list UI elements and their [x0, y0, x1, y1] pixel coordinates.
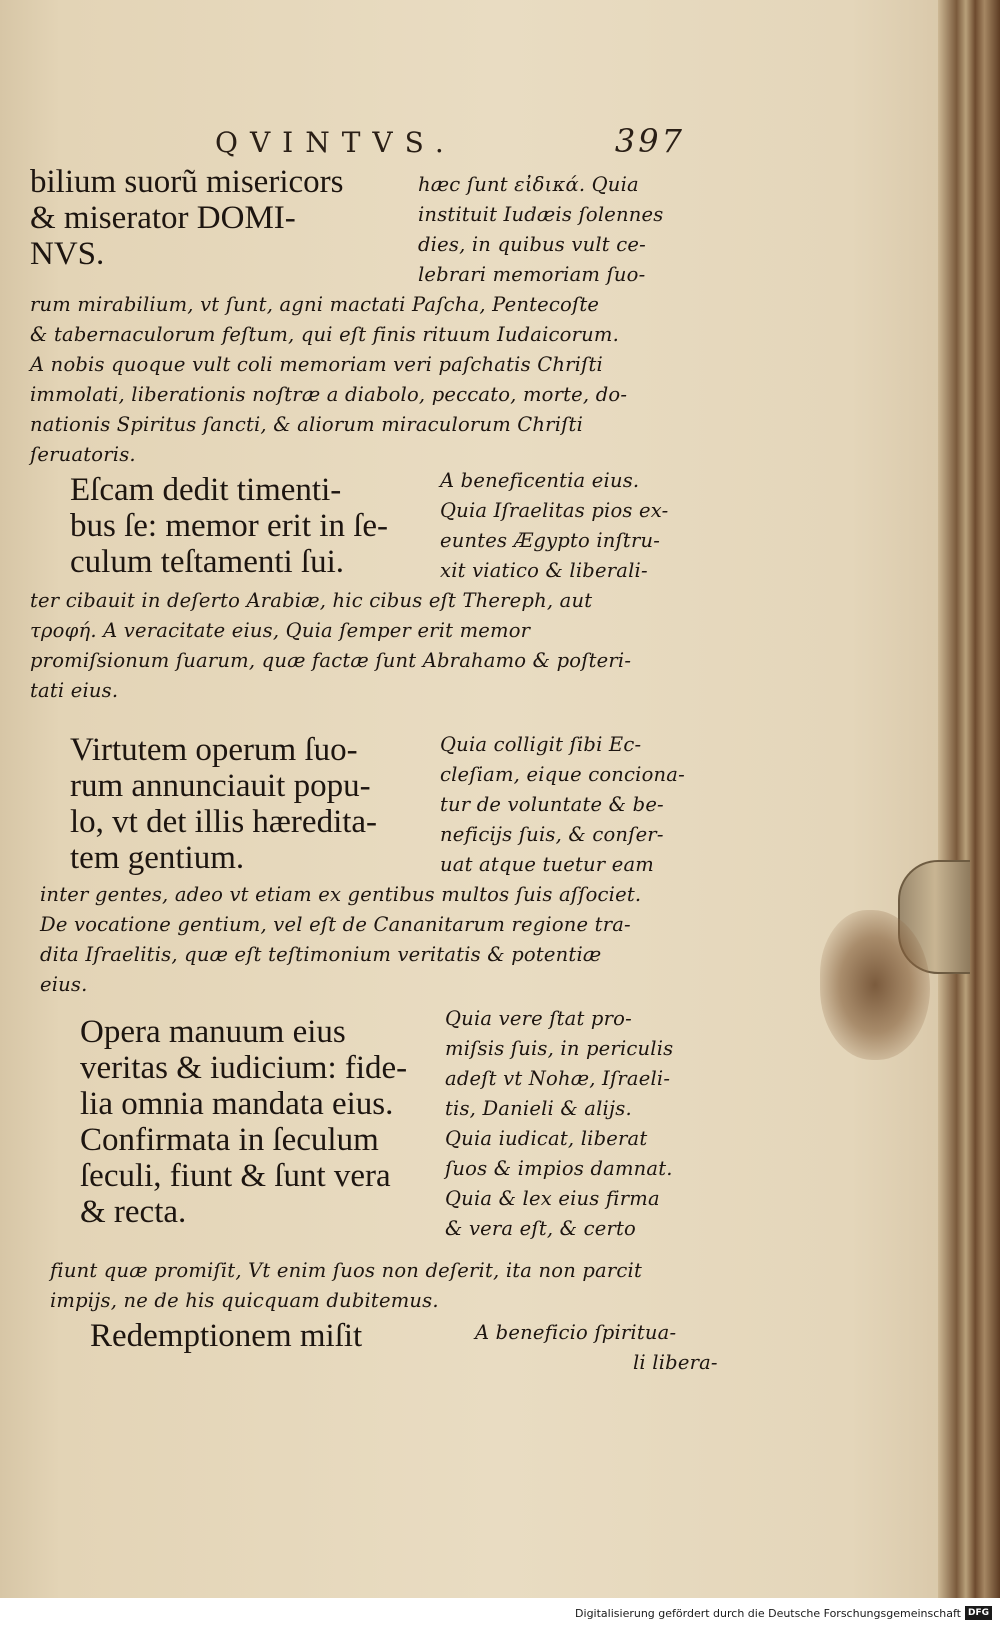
- gloss-line: cleſiam, eique conciona-: [440, 763, 685, 786]
- verse-block-3: [70, 732, 377, 876]
- gloss-line: Quia & lex eius firma: [445, 1187, 660, 1210]
- gloss-line: tati eius.: [30, 679, 119, 702]
- gloss-full-4: [50, 1256, 642, 1316]
- gloss-line: Quia colligit ſibi Ec-: [440, 733, 642, 756]
- gloss-line: miſsis ſuis, in periculis: [445, 1037, 674, 1060]
- verse-line: culum teſtamenti ſui.: [70, 544, 345, 580]
- gloss-line: ſeruatoris.: [30, 443, 136, 466]
- verse-line: bilium suorũ misericors: [30, 164, 344, 200]
- gloss-line: A beneficio ſpiritua-: [475, 1321, 677, 1344]
- gloss-line: instituit Iudæis ſolennes: [418, 203, 664, 226]
- verse-block-1: [30, 164, 343, 272]
- gloss-side-5: [475, 1318, 718, 1378]
- gloss-line: Quia vere ſtat pro-: [445, 1007, 632, 1030]
- verse-block-4: [80, 1014, 407, 1230]
- page-header: [215, 122, 685, 160]
- gloss-line: euntes Ægypto inſtru-: [440, 529, 661, 552]
- gloss-full-3: [40, 880, 641, 1000]
- gloss-line: Quia iudicat, liberat: [445, 1127, 648, 1150]
- gloss-line: ter cibauit in deſerto Arabiæ, hic cibus eſt Thereph, aut: [30, 589, 593, 612]
- gloss-line: Quia Iſraelitas pios ex-: [440, 499, 669, 522]
- gloss-line: τροφή. A veracitate eius, Quia ſemper erit memor: [30, 619, 531, 642]
- verse-block-5: [90, 1318, 362, 1354]
- gloss-line: tur de voluntate & be-: [440, 793, 664, 816]
- gloss-line: hæc ſunt εἰδικά. Quia: [418, 173, 639, 196]
- verse-line: lia omnia mandata eius.: [80, 1086, 394, 1122]
- gloss-line: adeſt vt Nohæ, Iſraeli-: [445, 1067, 671, 1090]
- gloss-side-3: [440, 730, 685, 880]
- verse-line: Redemptionem miſit: [90, 1318, 363, 1354]
- verse-line: Opera manuum eius: [80, 1014, 346, 1050]
- gloss-line: uat atque tuetur eam: [440, 853, 654, 876]
- verse-line: & recta.: [80, 1194, 187, 1230]
- gloss-line: & tabernaculorum feſtum, qui eſt finis rituum Iudaicorum.: [30, 323, 619, 346]
- gloss-side-4: [445, 1004, 673, 1244]
- verse-line: NVS.: [30, 236, 105, 272]
- verse-line: rum annunciauit popu-: [70, 768, 371, 804]
- gloss-line: fiunt quæ promiſit, Vt enim ſuos non deſerit, ita non parcit: [50, 1259, 643, 1282]
- gloss-full-2: [30, 586, 631, 706]
- gloss-line: nationis Spiritus ſancti, & aliorum miraculorum Chriſti: [30, 413, 584, 436]
- gloss-line: & vera eſt, & certo: [445, 1217, 636, 1240]
- gloss-line: inter gentes, adeo vt etiam ex gentibus multos ſuis aſſociet.: [40, 883, 642, 906]
- verse-line: bus ſe: memor erit in ſe-: [70, 508, 388, 544]
- verse-line: Eſcam dedit timenti-: [70, 472, 342, 508]
- verse-line: lo, vt det illis hæredita-: [70, 804, 378, 840]
- verse-line: ſeculi, fiunt & ſunt vera: [80, 1158, 391, 1194]
- gloss-side-2: [440, 466, 668, 586]
- gloss-line: eius.: [40, 973, 88, 996]
- verse-line: Confirmata in ſeculum: [80, 1122, 379, 1158]
- verse-line: Virtutem operum ſuo-: [70, 732, 358, 768]
- gloss-line: li libera-: [633, 1351, 718, 1374]
- gloss-line: neficijs ſuis, & conſer-: [440, 823, 664, 846]
- gloss-line: dies, in quibus vult ce-: [418, 233, 646, 256]
- gloss-line: A nobis quoque vult coli memoriam veri paſchatis Chriſti: [30, 353, 603, 376]
- footer-credit: Digitalisierung gefördert durch die Deutsche Forschungsgemeinschaft: [575, 1606, 961, 1620]
- gloss-line: ſuos & impios damnat.: [445, 1157, 673, 1180]
- page-number: 397: [614, 122, 685, 160]
- gloss-line: lebrari memoriam ſuo-: [418, 263, 646, 286]
- verse-block-2: [70, 472, 388, 580]
- verse-line: veritas & iudicium: fide-: [80, 1050, 408, 1086]
- gloss-line: A beneficentia eius.: [440, 469, 640, 492]
- gloss-line: dita Iſraelitis, quæ eſt teſtimonium veritatis & potentiæ: [40, 943, 602, 966]
- gloss-line: tis, Danieli & alijs.: [445, 1097, 632, 1120]
- gloss-line: promiſsionum ſuarum, quæ factæ ſunt Abrahamo & poſteri-: [30, 649, 632, 672]
- dfg-logo: DFG: [965, 1606, 992, 1620]
- gloss-line: impijs, ne de his quicquam dubitemus.: [50, 1289, 439, 1312]
- verse-line: & miserator DOMI-: [30, 200, 296, 236]
- gloss-side-1: [418, 170, 663, 290]
- running-head: QVINTVS.: [215, 126, 456, 159]
- digitization-footer: [0, 1598, 1000, 1628]
- verse-line: tem gentium.: [70, 840, 245, 876]
- gloss-line: xit viatico & liberali-: [440, 559, 648, 582]
- gloss-full-1: [30, 290, 627, 470]
- page-edges: [938, 0, 1000, 1598]
- gloss-line: immolati, liberationis noſtræ a diabolo, peccato, morte, do-: [30, 383, 628, 406]
- gloss-line: rum mirabilium, vt ſunt, agni mactati Paſcha, Pentecoſte: [30, 293, 600, 316]
- gloss-line: De vocatione gentium, vel eſt de Cananitarum regione tra-: [40, 913, 631, 936]
